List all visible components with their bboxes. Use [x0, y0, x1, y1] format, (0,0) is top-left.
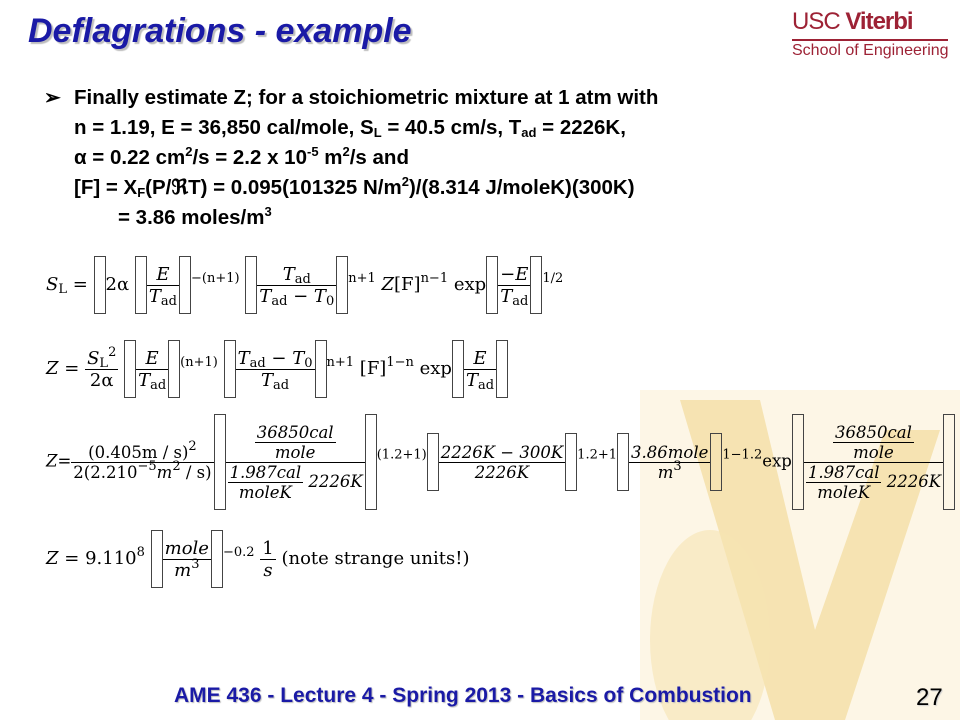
bracket: [245, 256, 257, 314]
slide-title: Deflagrations - example: [28, 12, 412, 50]
bracket: [496, 340, 508, 398]
alpha-symbol: α: [74, 146, 87, 169]
equation-flame-speed: $S_L = 2\alpha$ $\frac{E}{T_{ad}}$ $^{-(n+1)}$ $\frac{T_{ad}}{T_{ad} - T_0}$ $^{n+1}$ $Z[F]^{n-1}$ exp $\frac{-E}{T_{ad}}$ $^{1/2}$: [46, 256, 563, 314]
units-note: (note strange units!): [281, 548, 470, 569]
bullet-line-2: n = 1.19, E = 36,850 cal/mole, $S_L = 40.5$ cm/s, $T_{ad} = 2226K$,: [74, 116, 626, 140]
bracket: [617, 433, 629, 491]
bracket: [427, 433, 439, 491]
logo-school: School of Engineering: [792, 42, 949, 59]
bracket: [224, 340, 236, 398]
gas-constant-symbol: ℜ: [171, 176, 189, 199]
bracket: [94, 256, 106, 314]
bullet-line-5: = 3.86 moles/$m^3$: [118, 204, 272, 229]
logo-usc: USC: [792, 8, 840, 35]
bracket: [365, 414, 377, 510]
bracket: [792, 414, 804, 510]
bracket: [179, 256, 191, 314]
bullet-line-1: Finally estimate Z; for a stoichiometric mixture at 1 atm with: [74, 86, 659, 109]
bracket: [168, 340, 180, 398]
usc-viterbi-logo: [792, 8, 952, 64]
bracket: [214, 414, 226, 510]
bracket: [565, 433, 577, 491]
page-number: 27: [916, 684, 943, 711]
bracket: [135, 256, 147, 314]
arrow-bullet-icon: ➢: [44, 87, 61, 109]
bracket: [486, 256, 498, 314]
equation-z-numeric: Z= $\frac{(0.405m / s)^2}{2(2.210^{-5}m^2 / s)}$ $\frac{\text{36850cal}}{\text{mole}}$ $\frac{\text{1.987cal}}{\text{moleK}}$ 2226K $^{(1.2+1)}$ $\frac{2226K - 300K}{2226K}$ $^{1.2+1}$ $\frac{\text{3.86mole}}{m^3}$ $^{1-1.2}$exp $\frac{\text{36850cal}}{\text{mole}}$ $\frac{\text{1.987cal}}{\text{moleK}}$ 2226K: [46, 414, 955, 510]
bracket: [124, 340, 136, 398]
equation-z-result: Z = 9.110$^8$ $\frac{\text{mole}}{m^3}$ $^{-0.2}$ $\frac{1}{s}$ (note strange units!): [46, 530, 470, 588]
bracket: [151, 530, 163, 588]
bracket: [315, 340, 327, 398]
bullet-line-3: α = 0.22 $cm^2/s = 2.2$ x $10^{-5}$ $m^2/s$ and: [74, 144, 409, 169]
bracket: [710, 433, 722, 491]
bullet-line-4: $[F] = X_F(P/ℜT) = 0.095(101325$ $N/m^2)/(8.314$ J/moleK)(300K): [74, 174, 635, 200]
bracket: [336, 256, 348, 314]
bracket: [530, 256, 542, 314]
bracket: [452, 340, 464, 398]
equation-z-general: Z = $\frac{S_L^2}{2\alpha}$ $\frac{E}{T_{ad}}$ $^{(n+1)}$ $\frac{T_{ad} - T_0}{T_{ad}}$ $^{n+1}$ $[F]^{1-n}$ exp $\frac{E}{T_{ad}}$: [46, 340, 508, 398]
bracket: [943, 414, 955, 510]
bracket: [211, 530, 223, 588]
logo-wordmark: [792, 8, 913, 36]
logo-divider: [792, 39, 948, 41]
footer-course-title: AME 436 - Lecture 4 - Spring 2013 - Basics of Combustion: [174, 684, 752, 707]
logo-viterbi: Viterbi: [845, 8, 913, 35]
